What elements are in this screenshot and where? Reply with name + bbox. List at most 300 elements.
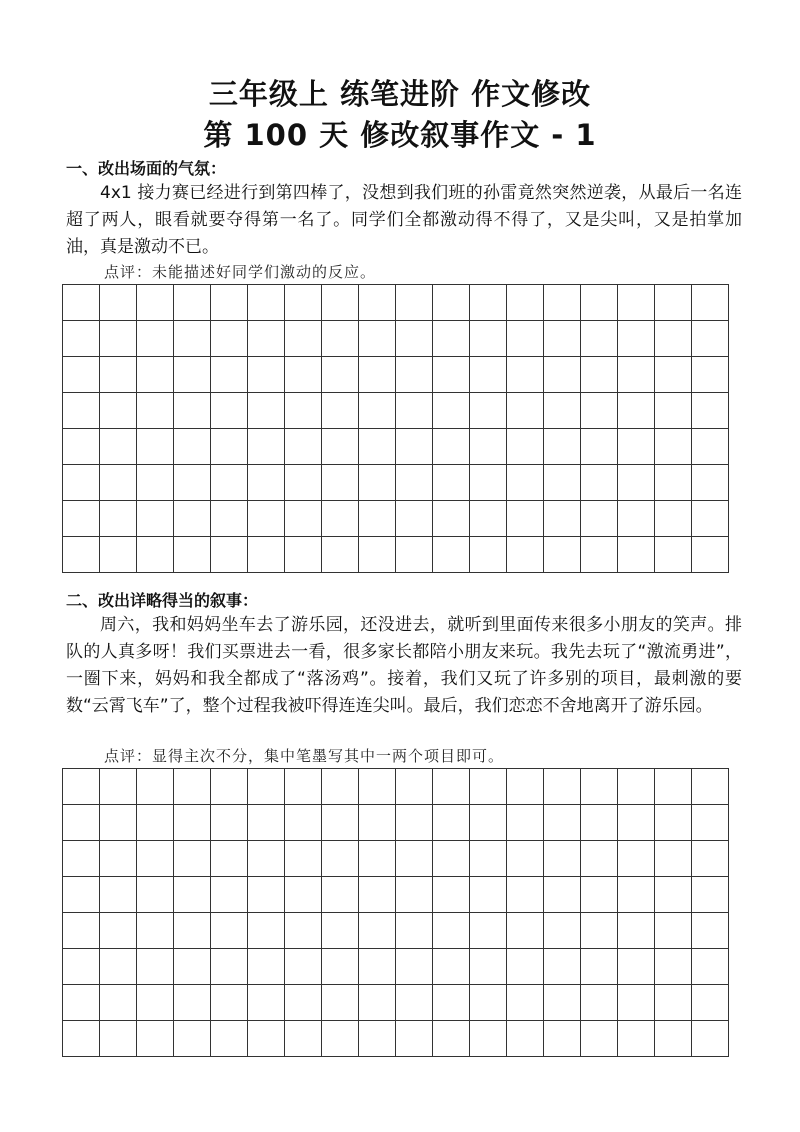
grid-cell[interactable] [137, 1021, 174, 1057]
grid-cell[interactable] [285, 429, 322, 465]
grid-cell[interactable] [396, 465, 433, 501]
grid-cell[interactable] [544, 877, 581, 913]
grid-cell[interactable] [285, 949, 322, 985]
grid-cell[interactable] [433, 841, 470, 877]
grid-cell[interactable] [359, 393, 396, 429]
grid-cell[interactable] [433, 913, 470, 949]
grid-cell[interactable] [655, 393, 692, 429]
grid-cell[interactable] [507, 985, 544, 1021]
grid-cell[interactable] [359, 985, 396, 1021]
grid-cell[interactable] [359, 321, 396, 357]
grid-cell[interactable] [211, 805, 248, 841]
grid-cell[interactable] [211, 393, 248, 429]
grid-cell[interactable] [285, 357, 322, 393]
grid-cell[interactable] [618, 949, 655, 985]
grid-cell[interactable] [581, 285, 618, 321]
grid-cell[interactable] [470, 357, 507, 393]
grid-cell[interactable] [248, 1021, 285, 1057]
grid-cell[interactable] [507, 1021, 544, 1057]
grid-cell[interactable] [655, 321, 692, 357]
grid-cell[interactable] [322, 465, 359, 501]
grid-cell[interactable] [396, 949, 433, 985]
grid-row [63, 393, 729, 429]
grid-cell[interactable] [137, 357, 174, 393]
grid-cell[interactable] [137, 393, 174, 429]
grid-cell[interactable] [618, 429, 655, 465]
grid-cell[interactable] [137, 321, 174, 357]
grid-cell[interactable] [618, 537, 655, 573]
grid-cell[interactable] [100, 465, 137, 501]
grid-row [63, 537, 729, 573]
grid-cell[interactable] [248, 877, 285, 913]
grid-cell[interactable] [544, 1021, 581, 1057]
grid-cell[interactable] [507, 429, 544, 465]
grid-cell[interactable] [63, 913, 100, 949]
grid-cell[interactable] [655, 537, 692, 573]
grid-cell[interactable] [470, 805, 507, 841]
grid-cell[interactable] [248, 285, 285, 321]
grid-cell[interactable] [211, 357, 248, 393]
grid-cell[interactable] [211, 501, 248, 537]
grid-cell[interactable] [322, 877, 359, 913]
grid-cell[interactable] [322, 285, 359, 321]
grid-cell[interactable] [655, 913, 692, 949]
grid-cell[interactable] [211, 913, 248, 949]
grid-cell[interactable] [248, 321, 285, 357]
grid-cell[interactable] [544, 985, 581, 1021]
grid-cell[interactable] [100, 841, 137, 877]
grid-cell[interactable] [359, 877, 396, 913]
grid-cell[interactable] [581, 321, 618, 357]
grid-cell[interactable] [581, 805, 618, 841]
grid-cell[interactable] [174, 805, 211, 841]
grid-cell[interactable] [396, 877, 433, 913]
grid-cell[interactable] [544, 769, 581, 805]
grid-cell[interactable] [248, 537, 285, 573]
grid-cell[interactable] [248, 393, 285, 429]
grid-cell[interactable] [470, 465, 507, 501]
grid-cell[interactable] [100, 805, 137, 841]
grid-cell[interactable] [359, 805, 396, 841]
grid-cell[interactable] [692, 537, 729, 573]
grid-cell[interactable] [137, 501, 174, 537]
grid-cell[interactable] [285, 913, 322, 949]
grid-cell[interactable] [174, 841, 211, 877]
grid-cell[interactable] [174, 1021, 211, 1057]
grid-cell[interactable] [396, 321, 433, 357]
grid-cell[interactable] [285, 537, 322, 573]
grid-cell[interactable] [433, 985, 470, 1021]
grid-cell[interactable] [618, 805, 655, 841]
grid-cell[interactable] [396, 429, 433, 465]
grid-cell[interactable] [692, 393, 729, 429]
grid-cell[interactable] [174, 321, 211, 357]
grid-cell[interactable] [322, 393, 359, 429]
grid-cell[interactable] [618, 285, 655, 321]
grid-cell[interactable] [285, 285, 322, 321]
grid-cell[interactable] [63, 285, 100, 321]
grid-cell[interactable] [396, 913, 433, 949]
grid-cell[interactable] [100, 429, 137, 465]
grid-cell[interactable] [655, 357, 692, 393]
grid-cell[interactable] [211, 537, 248, 573]
grid-cell[interactable] [211, 877, 248, 913]
grid-cell[interactable] [359, 949, 396, 985]
grid-cell[interactable] [507, 877, 544, 913]
grid-cell[interactable] [618, 877, 655, 913]
grid-cell[interactable] [470, 913, 507, 949]
grid-cell[interactable] [470, 949, 507, 985]
grid-cell[interactable] [63, 537, 100, 573]
grid-cell[interactable] [174, 501, 211, 537]
grid-cell[interactable] [359, 769, 396, 805]
grid-cell[interactable] [396, 805, 433, 841]
grid-cell[interactable] [100, 321, 137, 357]
grid-cell[interactable] [248, 949, 285, 985]
grid-cell[interactable] [692, 985, 729, 1021]
grid-cell[interactable] [137, 769, 174, 805]
grid-cell[interactable] [544, 357, 581, 393]
grid-cell[interactable] [137, 537, 174, 573]
grid-cell[interactable] [433, 769, 470, 805]
grid-cell[interactable] [396, 501, 433, 537]
grid-cell[interactable] [359, 1021, 396, 1057]
grid-cell[interactable] [433, 393, 470, 429]
grid-cell[interactable] [507, 321, 544, 357]
grid-cell[interactable] [100, 985, 137, 1021]
grid-cell[interactable] [174, 285, 211, 321]
grid-cell[interactable] [692, 877, 729, 913]
grid-cell[interactable] [285, 321, 322, 357]
grid-cell[interactable] [322, 805, 359, 841]
grid-cell[interactable] [581, 985, 618, 1021]
grid-cell[interactable] [63, 805, 100, 841]
grid-cell[interactable] [507, 949, 544, 985]
section1-heading: 一、改出场面的气氛： [66, 159, 227, 178]
grid-cell[interactable] [63, 877, 100, 913]
grid-cell[interactable] [248, 805, 285, 841]
grid-cell[interactable] [285, 393, 322, 429]
grid-cell[interactable] [581, 841, 618, 877]
grid-cell[interactable] [507, 393, 544, 429]
grid-cell[interactable] [692, 357, 729, 393]
grid-cell[interactable] [433, 285, 470, 321]
grid-cell[interactable] [285, 501, 322, 537]
grid-cell[interactable] [655, 805, 692, 841]
grid-cell[interactable] [100, 537, 137, 573]
grid-cell[interactable] [544, 949, 581, 985]
grid-cell[interactable] [655, 841, 692, 877]
grid-cell[interactable] [211, 985, 248, 1021]
grid-cell[interactable] [433, 357, 470, 393]
grid-cell[interactable] [655, 429, 692, 465]
grid-cell[interactable] [692, 429, 729, 465]
grid-cell[interactable] [396, 393, 433, 429]
grid-cell[interactable] [248, 357, 285, 393]
grid-cell[interactable] [63, 321, 100, 357]
grid-cell[interactable] [507, 285, 544, 321]
grid-cell[interactable] [63, 769, 100, 805]
grid-cell[interactable] [396, 769, 433, 805]
grid-cell[interactable] [285, 1021, 322, 1057]
grid-cell[interactable] [433, 321, 470, 357]
grid-cell[interactable] [100, 393, 137, 429]
grid-cell[interactable] [544, 501, 581, 537]
grid-cell[interactable] [544, 805, 581, 841]
grid-cell[interactable] [470, 537, 507, 573]
grid-cell[interactable] [174, 429, 211, 465]
grid-cell[interactable] [396, 1021, 433, 1057]
grid-cell[interactable] [692, 913, 729, 949]
grid-cell[interactable] [470, 769, 507, 805]
grid-cell[interactable] [285, 465, 322, 501]
grid-cell[interactable] [433, 1021, 470, 1057]
grid-cell[interactable] [507, 537, 544, 573]
grid-cell[interactable] [137, 805, 174, 841]
grid-cell[interactable] [174, 913, 211, 949]
grid-cell[interactable] [507, 841, 544, 877]
grid-cell[interactable] [63, 465, 100, 501]
grid-cell[interactable] [692, 805, 729, 841]
grid-cell[interactable] [433, 877, 470, 913]
grid-cell[interactable] [507, 501, 544, 537]
grid-cell[interactable] [692, 321, 729, 357]
grid-cell[interactable] [248, 501, 285, 537]
grid-cell[interactable] [581, 913, 618, 949]
grid-cell[interactable] [63, 1021, 100, 1057]
grid-cell[interactable] [618, 393, 655, 429]
grid-cell[interactable] [322, 537, 359, 573]
grid-cell[interactable] [581, 537, 618, 573]
grid-cell[interactable] [322, 357, 359, 393]
grid-cell[interactable] [581, 949, 618, 985]
grid-cell[interactable] [248, 465, 285, 501]
grid-cell[interactable] [396, 537, 433, 573]
grid-cell[interactable] [174, 949, 211, 985]
grid-cell[interactable] [470, 429, 507, 465]
grid-cell[interactable] [285, 769, 322, 805]
grid-cell[interactable] [248, 841, 285, 877]
grid-cell[interactable] [322, 913, 359, 949]
grid-cell[interactable] [137, 465, 174, 501]
grid-cell[interactable] [581, 769, 618, 805]
grid-cell[interactable] [248, 769, 285, 805]
grid-cell[interactable] [692, 769, 729, 805]
grid-cell[interactable] [544, 285, 581, 321]
grid-cell[interactable] [618, 769, 655, 805]
grid-cell[interactable] [692, 465, 729, 501]
grid-cell[interactable] [100, 877, 137, 913]
grid-cell[interactable] [174, 985, 211, 1021]
grid-cell[interactable] [285, 841, 322, 877]
grid-cell[interactable] [396, 285, 433, 321]
grid-cell[interactable] [396, 357, 433, 393]
grid-cell[interactable] [248, 429, 285, 465]
grid-cell[interactable] [174, 537, 211, 573]
grid-cell[interactable] [618, 465, 655, 501]
grid-cell[interactable] [507, 913, 544, 949]
grid-cell[interactable] [581, 465, 618, 501]
grid-cell[interactable] [618, 321, 655, 357]
grid-cell[interactable] [581, 877, 618, 913]
grid-cell[interactable] [655, 949, 692, 985]
grid-cell[interactable] [433, 429, 470, 465]
grid-cell[interactable] [470, 985, 507, 1021]
grid-row [63, 841, 729, 877]
grid-cell[interactable] [396, 985, 433, 1021]
grid-cell[interactable] [322, 769, 359, 805]
grid-cell[interactable] [211, 465, 248, 501]
grid-cell[interactable] [618, 1021, 655, 1057]
grid-cell[interactable] [322, 429, 359, 465]
grid-cell[interactable] [211, 1021, 248, 1057]
grid-cell[interactable] [211, 841, 248, 877]
grid-cell[interactable] [433, 805, 470, 841]
grid-cell[interactable] [137, 285, 174, 321]
grid-cell[interactable] [174, 465, 211, 501]
grid-cell[interactable] [359, 285, 396, 321]
grid-cell[interactable] [396, 841, 433, 877]
grid-cell[interactable] [100, 1021, 137, 1057]
grid-cell[interactable] [322, 321, 359, 357]
grid-cell[interactable] [692, 285, 729, 321]
grid-cell[interactable] [322, 1021, 359, 1057]
section1-writing-grid[interactable] [62, 284, 729, 573]
grid-cell[interactable] [655, 985, 692, 1021]
grid-cell[interactable] [359, 357, 396, 393]
grid-cell[interactable] [618, 913, 655, 949]
grid-cell[interactable] [137, 985, 174, 1021]
grid-cell[interactable] [137, 429, 174, 465]
grid-cell[interactable] [174, 877, 211, 913]
grid-row [63, 913, 729, 949]
grid-cell[interactable] [174, 357, 211, 393]
grid-cell[interactable] [359, 465, 396, 501]
grid-cell[interactable] [470, 841, 507, 877]
section1-paragraph: 4x1 接力赛已经进行到第四棒了，没想到我们班的孙雷竟然突然逆袭，从最后一名连超了两人，眼看就要夺得第一名了。同学们全都激动得不得了，又是尖叫，又是拍掌加油，真是激动不已。 [66, 183, 742, 257]
grid-cell[interactable] [359, 501, 396, 537]
grid-cell[interactable] [692, 1021, 729, 1057]
grid-cell[interactable] [581, 429, 618, 465]
grid-cell[interactable] [692, 949, 729, 985]
grid-cell[interactable] [433, 949, 470, 985]
grid-cell[interactable] [63, 357, 100, 393]
grid-cell[interactable] [544, 537, 581, 573]
grid-cell[interactable] [544, 429, 581, 465]
grid-cell[interactable] [544, 393, 581, 429]
grid-cell[interactable] [359, 429, 396, 465]
grid-cell[interactable] [544, 841, 581, 877]
grid-cell[interactable] [63, 429, 100, 465]
grid-cell[interactable] [63, 985, 100, 1021]
grid-cell[interactable] [359, 841, 396, 877]
section2-heading: 二、改出详略得当的叙事： [66, 591, 259, 610]
grid-cell[interactable] [285, 805, 322, 841]
grid-cell[interactable] [618, 501, 655, 537]
grid-cell[interactable] [581, 1021, 618, 1057]
grid-cell[interactable] [211, 321, 248, 357]
grid-cell[interactable] [581, 393, 618, 429]
grid-cell[interactable] [470, 393, 507, 429]
grid-cell[interactable] [507, 357, 544, 393]
grid-cell[interactable] [285, 985, 322, 1021]
grid-cell[interactable] [248, 985, 285, 1021]
grid-cell[interactable] [100, 913, 137, 949]
grid-cell[interactable] [655, 769, 692, 805]
grid-cell[interactable] [137, 841, 174, 877]
grid-cell[interactable] [248, 913, 285, 949]
grid-cell[interactable] [470, 501, 507, 537]
grid-cell[interactable] [174, 769, 211, 805]
grid-cell[interactable] [618, 357, 655, 393]
grid-cell[interactable] [655, 501, 692, 537]
grid-cell[interactable] [692, 501, 729, 537]
section2-writing-grid[interactable] [62, 768, 729, 1057]
grid-cell[interactable] [100, 501, 137, 537]
grid-row [63, 501, 729, 537]
grid-cell[interactable] [100, 357, 137, 393]
grid-cell[interactable] [322, 985, 359, 1021]
grid-row [63, 357, 729, 393]
grid-cell[interactable] [470, 285, 507, 321]
grid-cell[interactable] [433, 537, 470, 573]
grid-cell[interactable] [322, 841, 359, 877]
grid-cell[interactable] [655, 877, 692, 913]
grid-cell[interactable] [618, 841, 655, 877]
grid-cell[interactable] [211, 285, 248, 321]
grid-cell[interactable] [359, 913, 396, 949]
grid-cell[interactable] [63, 501, 100, 537]
grid-cell[interactable] [507, 769, 544, 805]
grid-cell[interactable] [211, 429, 248, 465]
grid-cell[interactable] [544, 913, 581, 949]
grid-cell[interactable] [137, 877, 174, 913]
grid-cell[interactable] [211, 949, 248, 985]
grid-cell[interactable] [581, 501, 618, 537]
grid-cell[interactable] [100, 949, 137, 985]
grid-cell[interactable] [581, 357, 618, 393]
grid-cell[interactable] [359, 537, 396, 573]
grid-cell[interactable] [433, 465, 470, 501]
grid-cell[interactable] [692, 841, 729, 877]
grid-cell[interactable] [470, 877, 507, 913]
grid-cell[interactable] [137, 913, 174, 949]
grid-cell[interactable] [211, 769, 248, 805]
grid-cell[interactable] [63, 841, 100, 877]
grid-cell[interactable] [618, 985, 655, 1021]
grid-cell[interactable] [137, 949, 174, 985]
grid-cell[interactable] [507, 805, 544, 841]
grid-cell[interactable] [544, 465, 581, 501]
grid-cell[interactable] [63, 949, 100, 985]
grid-cell[interactable] [285, 877, 322, 913]
grid-cell[interactable] [322, 949, 359, 985]
grid-cell[interactable] [470, 321, 507, 357]
grid-row [63, 1021, 729, 1057]
grid-cell[interactable] [655, 285, 692, 321]
grid-cell[interactable] [433, 501, 470, 537]
grid-cell[interactable] [322, 501, 359, 537]
grid-cell[interactable] [544, 321, 581, 357]
grid-cell[interactable] [100, 769, 137, 805]
grid-cell[interactable] [100, 285, 137, 321]
grid-cell[interactable] [507, 465, 544, 501]
grid-cell[interactable] [655, 1021, 692, 1057]
grid-cell[interactable] [470, 1021, 507, 1057]
grid-cell[interactable] [63, 393, 100, 429]
grid-cell[interactable] [174, 393, 211, 429]
grid-cell[interactable] [655, 465, 692, 501]
